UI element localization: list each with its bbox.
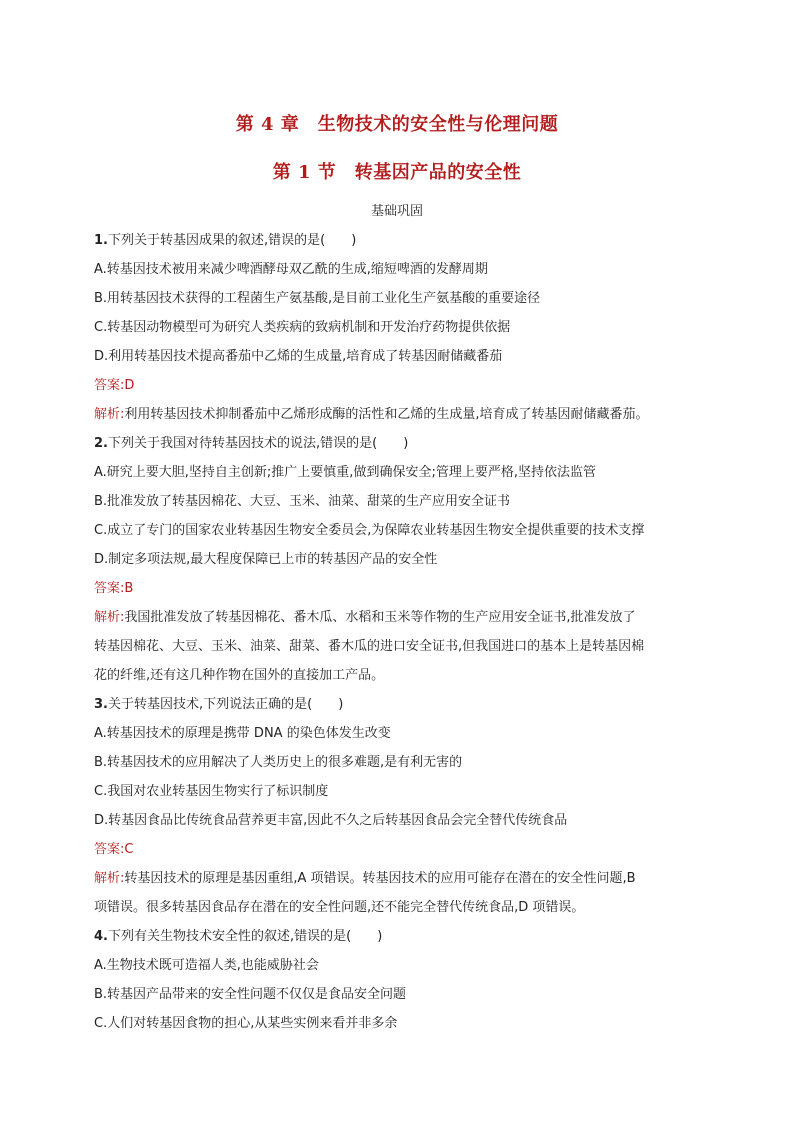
explanation-continued: 项错误。很多转基因食品存在潜在的安全性问题,还不能完全替代传统食品,D 项错误。 — [94, 900, 585, 915]
explanation-continued: 转基因棉花、大豆、玉米、油菜、甜菜、番木瓜的进口安全证书,但我国进口的基本上是转基因棉 — [94, 639, 645, 654]
subsection-heading: 基础巩固 — [370, 204, 423, 219]
question-stem: 1.下列关于转基因成果的叙述,错误的是( ) — [94, 233, 357, 248]
chapter-title: 第 4 章 生物技术的安全性与伦理问题 — [235, 114, 559, 135]
option: A.转基因技术的原理是携带 DNA 的染色体发生改变 — [94, 726, 391, 741]
explanation-continued: 花的纤维,还有这几种作物在国外的直接加工产品。 — [94, 668, 385, 683]
option: B.用转基因技术获得的工程菌生产氨基酸,是目前工业化生产氨基酸的重要途径 — [94, 291, 541, 306]
option: B.批准发放了转基因棉花、大豆、玉米、油菜、甜菜的生产应用安全证书 — [94, 494, 511, 509]
explanation: 解析:利用转基因技术抑制番茄中乙烯形成酶的活性和乙烯的生成量,培育成了转基因耐储藏番茄。 — [94, 407, 649, 422]
option: C.成立了专门的国家农业转基因生物安全委员会,为保障农业转基因生物安全提供重要的技术支撑 — [94, 523, 645, 538]
answer: 答案:C — [94, 842, 134, 857]
option: D.制定多项法规,最大程度保障已上市的转基因产品的安全性 — [94, 552, 438, 567]
section-title: 第 1 节 转基因产品的安全性 — [272, 162, 522, 183]
option: A.转基因技术被用来减少啤酒酵母双乙酰的生成,缩短啤酒的发酵周期 — [94, 262, 488, 277]
explanation: 解析:我国批准发放了转基因棉花、番木瓜、水稻和玉米等作物的生产应用安全证书,批准发放了 — [94, 610, 636, 625]
option: D.转基因食品比传统食品营养更丰富,因此不久之后转基因食品会完全替代传统食品 — [94, 813, 568, 828]
option: B.转基因产品带来的安全性问题不仅仅是食品安全问题 — [94, 987, 407, 1002]
option: C.我国对农业转基因生物实行了标识制度 — [94, 784, 329, 799]
answer: 答案:B — [94, 581, 134, 596]
option: A.研究上要大胆,坚持自主创新;推广上要慎重,做到确保安全;管理上要严格,坚持依法监管 — [94, 465, 596, 480]
question-stem: 3.关于转基因技术,下列说法正确的是( ) — [94, 697, 344, 712]
option: C.人们对转基因食物的担心,从某些实例来看并非多余 — [94, 1016, 398, 1031]
option: D.利用转基因技术提高番茄中乙烯的生成量,培育成了转基因耐储藏番茄 — [94, 349, 503, 364]
question-list — [94, 226, 714, 1038]
option: B.转基因技术的应用解决了人类历史上的很多难题,是有利无害的 — [94, 755, 463, 770]
explanation: 解析:转基因技术的原理是基因重组,A 项错误。转基因技术的应用可能存在潜在的安全性问题,B — [94, 871, 636, 886]
question-stem: 2.下列关于我国对待转基因技术的说法,错误的是( ) — [94, 436, 409, 451]
option: A.生物技术既可造福人类,也能威胁社会 — [94, 958, 319, 973]
question-stem: 4.下列有关生物技术安全性的叙述,错误的是( ) — [94, 929, 383, 944]
option: C.转基因动物模型可为研究人类疾病的致病机制和开发治疗药物提供依据 — [94, 320, 511, 335]
answer: 答案:D — [94, 378, 135, 393]
